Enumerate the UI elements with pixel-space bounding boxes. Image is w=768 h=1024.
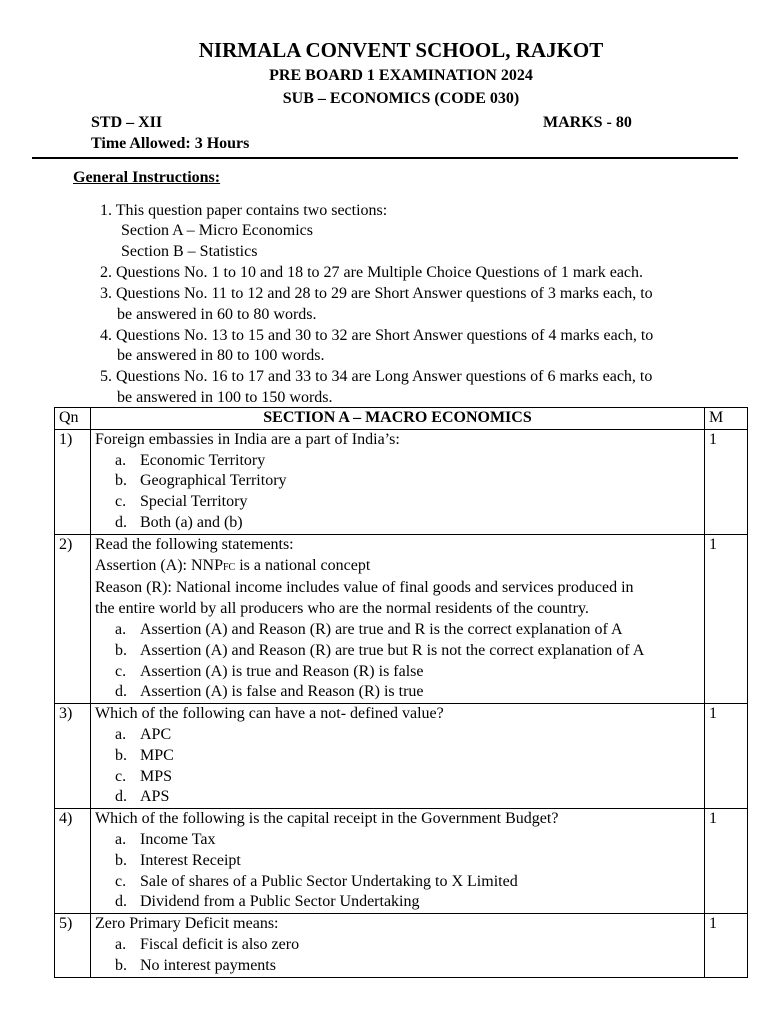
question-row [55, 429, 748, 534]
option-letter: a. [115, 830, 127, 848]
option-letter: c. [115, 767, 127, 785]
option-text: Fiscal deficit is also zero [140, 935, 300, 953]
option-text: Geographical Territory [140, 472, 287, 490]
option [95, 682, 700, 703]
instruction-line: 2. Questions No. 1 to 10 and 18 to 27 are Multiple Choice Questions of 1 mark each. [100, 264, 644, 281]
option-letter: a. [115, 451, 127, 469]
question-body [91, 429, 705, 534]
assertion-prefix: Assertion (A): NNP [95, 556, 223, 574]
option [95, 620, 700, 641]
option-letter: b. [115, 472, 127, 490]
option [95, 471, 700, 492]
instructions-heading: General Instructions: [73, 169, 221, 186]
option-letter: b. [115, 956, 127, 974]
column-header-marks: M [705, 408, 748, 430]
option [95, 451, 700, 472]
option-letter: b. [115, 641, 127, 659]
option-text: No interest payments [140, 956, 276, 974]
total-marks: MARKS - 80 [543, 114, 632, 131]
question-number: 5) [55, 914, 91, 977]
question-marks: 1 [705, 429, 748, 534]
school-name: NIRMALA CONVENT SCHOOL, RAJKOT [198, 38, 604, 62]
instruction-line: Section A – Micro Economics [121, 222, 313, 239]
option [95, 892, 700, 913]
question-marks: 1 [705, 534, 748, 703]
reason-text-continued: the entire world by all producers who are the normal residents of the country. [95, 600, 589, 618]
option-letter: c. [115, 872, 127, 890]
option [95, 513, 700, 534]
option-letter: c. [115, 493, 127, 511]
option-text: Economic Territory [140, 451, 266, 469]
option-text: Assertion (A) and Reason (R) are true but R is not the correct explanation of A [140, 641, 645, 659]
question-text: Read the following statements: [95, 535, 294, 553]
option-letter: d. [115, 893, 127, 911]
option-text: APC [140, 725, 172, 743]
assertion-text [95, 556, 700, 579]
instruction-line: 5. Questions No. 16 to 17 and 33 to 34 are Long Answer questions of 6 marks each, to [100, 368, 653, 385]
instruction-line: 1. This question paper contains two sections: [100, 202, 388, 219]
question-body [91, 914, 705, 977]
header-divider [32, 157, 738, 159]
option [95, 787, 700, 808]
instruction-line: be answered in 80 to 100 words. [117, 347, 325, 364]
option-letter: a. [115, 725, 127, 743]
question-number: 1) [55, 429, 91, 534]
question-text: Foreign embassies in India are a part of India’s: [95, 430, 400, 448]
option [95, 767, 700, 788]
option-text: Income Tax [140, 830, 216, 848]
option-text: APS [140, 788, 170, 806]
questions-table [54, 407, 748, 978]
option-letter: d. [115, 513, 127, 531]
question-marks: 1 [705, 914, 748, 977]
table-header-row [55, 408, 748, 430]
option-text: Assertion (A) is true and Reason (R) is false [140, 662, 424, 680]
option [95, 641, 700, 662]
instruction-line: be answered in 100 to 150 words. [117, 389, 333, 406]
question-body [91, 704, 705, 809]
column-header-qn: Qn [55, 408, 91, 430]
option [95, 662, 700, 683]
option-letter: d. [115, 788, 127, 806]
option-text: Interest Receipt [140, 851, 241, 869]
option-text: Assertion (A) and Reason (R) are true and R is the correct explanation of A [140, 620, 623, 638]
question-body [91, 534, 705, 703]
question-text: Zero Primary Deficit means: [95, 915, 279, 933]
question-row [55, 914, 748, 977]
question-row [55, 534, 748, 703]
option [95, 492, 700, 513]
question-row [55, 809, 748, 914]
assertion-suffix: is a national concept [235, 556, 371, 574]
option-text: Dividend from a Public Sector Undertaking [140, 893, 420, 911]
option [95, 830, 700, 851]
question-body [91, 809, 705, 914]
question-text: Which of the following is the capital receipt in the Government Budget? [95, 810, 559, 828]
instruction-line: Section B – Statistics [121, 243, 258, 260]
option [95, 725, 700, 746]
option [95, 851, 700, 872]
option-text: Special Territory [140, 493, 248, 511]
std-label: STD – XII [91, 114, 163, 131]
question-row [55, 704, 748, 809]
question-marks: 1 [705, 704, 748, 809]
question-text: Which of the following can have a not- defined value? [95, 705, 444, 723]
question-number: 3) [55, 704, 91, 809]
option-text: MPC [140, 746, 174, 764]
question-marks: 1 [705, 809, 748, 914]
subject-line: SUB – ECONOMICS (CODE 030) [282, 90, 520, 107]
option-letter: a. [115, 935, 127, 953]
option [95, 956, 700, 977]
exam-name: PRE BOARD 1 EXAMINATION 2024 [269, 67, 533, 84]
option-letter: a. [115, 620, 127, 638]
option [95, 872, 700, 893]
question-number: 2) [55, 534, 91, 703]
instruction-line: 3. Questions No. 11 to 12 and 28 to 29 are Short Answer questions of 3 marks each, to [100, 285, 653, 302]
option-letter: b. [115, 851, 127, 869]
option-letter: b. [115, 746, 127, 764]
instruction-line: be answered in 60 to 80 words. [117, 306, 317, 323]
option [95, 746, 700, 767]
assertion-subscript: FC [223, 561, 236, 573]
option [95, 935, 700, 956]
option-text: Assertion (A) is false and Reason (R) is true [140, 683, 424, 701]
question-number: 4) [55, 809, 91, 914]
option-text: MPS [140, 767, 173, 785]
option-letter: c. [115, 662, 127, 680]
reason-text: Reason (R): National income includes value of final goods and services produced in [95, 579, 634, 597]
option-letter: d. [115, 683, 127, 701]
option-text: Sale of shares of a Public Sector Undertaking to X Limited [140, 872, 518, 890]
section-title: SECTION A – MACRO ECONOMICS [91, 408, 705, 430]
instruction-line: 4. Questions No. 13 to 15 and 30 to 32 are Short Answer questions of 4 marks each, to [100, 327, 654, 344]
time-allowed: Time Allowed: 3 Hours [91, 135, 250, 152]
option-text: Both (a) and (b) [140, 513, 243, 531]
